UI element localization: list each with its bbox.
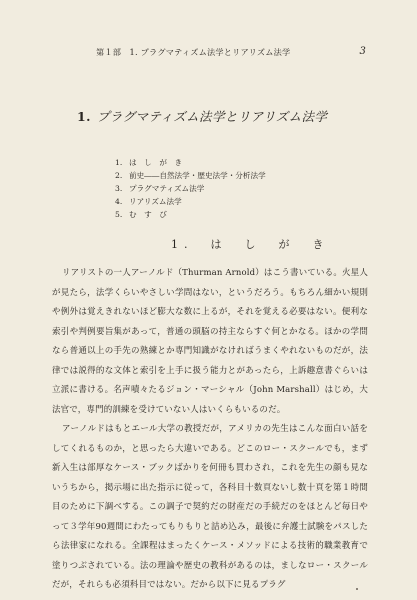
paragraph: リアリストの一人アーノルド（Thurman Arnold）はこう書いている。火星人が見たら，法学くらいやさしい学問はない，というだろう。もちろん細かい規則や例外は覚えきれないほど膨大な数に上るが，それを覚える必要はない。便利な索引や判例要旨集があって，普通の頭脳の持主ならすぐ何とかなる。ほかの学問なら普通以上の手先の熟練とか専門知識がなければうまくやれないものだが，法律では説得的な文体と索引を上手に扱う能力とがあったら，上訴趣意書ぐらいは立派に書ける。名声嘖々たるジョン・マーシャル（John Marshall）はじめ，大法官で，専門的訓練を受けていない人はいくらもいるのだ。 xyxy=(52,268,368,415)
contents-item xyxy=(115,195,315,208)
chapter-number: 1. xyxy=(77,109,91,124)
running-head xyxy=(96,46,366,58)
running-head-text: 第１部 1. プラグマティズム法学とリアリズム法学 xyxy=(96,47,291,57)
contents-item xyxy=(115,182,315,195)
contents-item xyxy=(115,208,315,221)
contents-item-number: 2. xyxy=(115,171,123,180)
contents-item-number: 5. xyxy=(115,210,123,219)
contents-item-label: は し が き xyxy=(129,158,183,167)
contents-item xyxy=(115,156,315,169)
paragraph: アーノルドはもとエール大学の教授だが，アメリカの先生はこんな面白い話をしてくれるものか，と思ったら大違いである。どこのロー・スクールでも，まず新入生は部厚なケース・ブックばかりを何冊も買わされ，これを先生の顔も見ないうちから，掲示場に出た指示に従って，各科目十数頁ないし数十頁を第１時間目のために下調べする。この調子で契約だの財産だの手続だのをほとんど毎日やって３学年90週間にわたってもりもりと詰め込み，最後に弁護士試験をパスしたら法律家になれる。全課程はまったくケース・メソッドによる技術的職業教育で塗りつぶされている。法の理論や歴史の教科があるのは，ましなロー・スクールだが，それらも必須科目ではない。だから以下に見るプラグ xyxy=(52,424,368,590)
contents-item-label: む す び xyxy=(129,210,167,219)
contents-item-label: プラグマティズム法学 xyxy=(129,184,205,193)
body-text xyxy=(52,264,368,596)
contents-item-number: 3. xyxy=(115,184,123,193)
contents-item-label: 前史――自然法学・歴史法学・分析法学 xyxy=(129,171,266,180)
page-mark xyxy=(356,588,358,590)
chapter-contents-list xyxy=(115,156,315,221)
chapter-title-text: プラグマティズム法学とリアリズム法学 xyxy=(96,109,328,124)
page-number: 3 xyxy=(359,46,366,57)
contents-item-label: リアリズム法学 xyxy=(129,197,182,206)
contents-item xyxy=(115,169,315,182)
contents-item-number: 4. xyxy=(115,197,123,206)
contents-item-number: 1. xyxy=(115,158,123,167)
section-heading: 1. は し が き xyxy=(171,238,330,251)
chapter-title xyxy=(77,107,377,125)
